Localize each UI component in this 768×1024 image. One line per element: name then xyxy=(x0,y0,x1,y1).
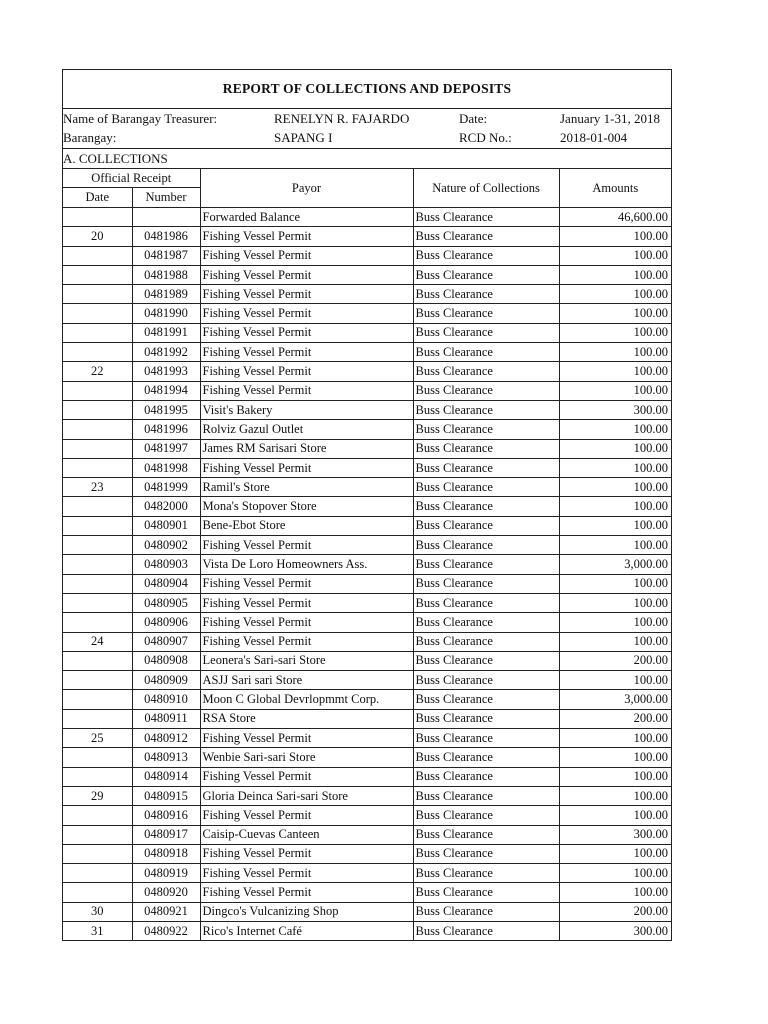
cell-amount: 100.00 xyxy=(559,304,671,323)
cell-nature: Buss Clearance xyxy=(413,555,559,574)
cell-nature: Buss Clearance xyxy=(413,265,559,284)
cell-nature: Buss Clearance xyxy=(413,304,559,323)
cell-date xyxy=(63,265,132,284)
cell-nature: Buss Clearance xyxy=(413,767,559,786)
table-row xyxy=(63,651,671,670)
cell-number: 0480921 xyxy=(132,902,200,921)
cell-number: 0480905 xyxy=(132,593,200,612)
amounts-header: Amounts xyxy=(559,169,671,208)
cell-amount: 100.00 xyxy=(559,246,671,265)
table-row xyxy=(63,864,671,883)
cell-payor: Fishing Vessel Permit xyxy=(200,574,413,593)
cell-amount: 3,000.00 xyxy=(559,555,671,574)
cell-number: 0481986 xyxy=(132,227,200,246)
table-row xyxy=(63,574,671,593)
cell-nature: Buss Clearance xyxy=(413,285,559,304)
cell-number: 0481993 xyxy=(132,362,200,381)
table-row xyxy=(63,767,671,786)
table-row xyxy=(63,593,671,612)
cell-date xyxy=(63,420,132,439)
table-row xyxy=(63,497,671,516)
cell-payor: ASJJ Sari sari Store xyxy=(200,671,413,690)
table-row xyxy=(63,902,671,921)
cell-amount: 300.00 xyxy=(559,400,671,419)
cell-payor: Fishing Vessel Permit xyxy=(200,265,413,284)
cell-number: 0480916 xyxy=(132,806,200,825)
cell-amount: 100.00 xyxy=(559,478,671,497)
cell-nature: Buss Clearance xyxy=(413,343,559,362)
table-row xyxy=(63,362,671,381)
report-title: REPORT OF COLLECTIONS AND DEPOSITS xyxy=(63,70,671,109)
cell-payor: Gloria Deinca Sari-sari Store xyxy=(200,786,413,805)
table-row xyxy=(63,265,671,284)
cell-number: 0480922 xyxy=(132,921,200,940)
cell-nature: Buss Clearance xyxy=(413,478,559,497)
cell-date xyxy=(63,304,132,323)
table-row xyxy=(63,246,671,265)
cell-nature: Buss Clearance xyxy=(413,246,559,265)
cell-amount: 100.00 xyxy=(559,593,671,612)
cell-number: 0480920 xyxy=(132,883,200,902)
cell-date xyxy=(63,458,132,477)
cell-payor: Fishing Vessel Permit xyxy=(200,632,413,651)
cell-payor: Fishing Vessel Permit xyxy=(200,613,413,632)
cell-nature: Buss Clearance xyxy=(413,632,559,651)
cell-amount: 100.00 xyxy=(559,265,671,284)
cell-date xyxy=(63,343,132,362)
table-row xyxy=(63,381,671,400)
cell-number: 0480904 xyxy=(132,574,200,593)
cell-date xyxy=(63,246,132,265)
table-row xyxy=(63,709,671,728)
cell-amount: 100.00 xyxy=(559,536,671,555)
table-row xyxy=(63,343,671,362)
cell-nature: Buss Clearance xyxy=(413,381,559,400)
cell-date: 25 xyxy=(63,729,132,748)
cell-date xyxy=(63,709,132,728)
cell-date xyxy=(63,285,132,304)
cell-number: 0480908 xyxy=(132,651,200,670)
cell-amount: 3,000.00 xyxy=(559,690,671,709)
cell-nature: Buss Clearance xyxy=(413,825,559,844)
cell-payor: Fishing Vessel Permit xyxy=(200,767,413,786)
cell-payor: Forwarded Balance xyxy=(200,208,413,227)
cell-payor: Fishing Vessel Permit xyxy=(200,883,413,902)
table-row xyxy=(63,883,671,902)
payor-header: Payor xyxy=(200,169,413,208)
cell-payor: Fishing Vessel Permit xyxy=(200,343,413,362)
cell-date xyxy=(63,439,132,458)
table-row xyxy=(63,536,671,555)
cell-amount: 100.00 xyxy=(559,883,671,902)
official-receipt-header: Official Receipt xyxy=(63,169,200,188)
cell-date xyxy=(63,400,132,419)
cell-number: 0480907 xyxy=(132,632,200,651)
cell-number: 0480914 xyxy=(132,767,200,786)
cell-amount: 100.00 xyxy=(559,864,671,883)
cell-amount: 100.00 xyxy=(559,806,671,825)
cell-nature: Buss Clearance xyxy=(413,227,559,246)
cell-number: 0480906 xyxy=(132,613,200,632)
treasurer-name: RENELYN R. FAJARDO xyxy=(274,110,410,126)
cell-amount: 100.00 xyxy=(559,439,671,458)
cell-amount: 100.00 xyxy=(559,574,671,593)
table-row xyxy=(63,844,671,863)
cell-date xyxy=(63,574,132,593)
cell-number: 0480901 xyxy=(132,516,200,535)
cell-date xyxy=(63,767,132,786)
cell-nature: Buss Clearance xyxy=(413,593,559,612)
cell-nature: Buss Clearance xyxy=(413,786,559,805)
cell-amount: 100.00 xyxy=(559,343,671,362)
cell-number: 0481988 xyxy=(132,265,200,284)
table-row xyxy=(63,825,671,844)
cell-payor: RSA Store xyxy=(200,709,413,728)
cell-amount: 100.00 xyxy=(559,767,671,786)
cell-number: 0481994 xyxy=(132,381,200,400)
cell-payor: Vista De Loro Homeowners Ass. xyxy=(200,555,413,574)
treasurer-label: Name of Barangay Treasurer: xyxy=(63,110,218,126)
cell-payor: Rolviz Gazul Outlet xyxy=(200,420,413,439)
cell-payor: Leonera's Sari-sari Store xyxy=(200,651,413,670)
cell-date xyxy=(63,208,132,227)
cell-amount: 46,600.00 xyxy=(559,208,671,227)
cell-nature: Buss Clearance xyxy=(413,883,559,902)
nature-header: Nature of Collections xyxy=(413,169,559,208)
cell-date xyxy=(63,864,132,883)
report-sheet xyxy=(62,69,672,941)
cell-nature: Buss Clearance xyxy=(413,439,559,458)
barangay-row xyxy=(63,129,671,150)
cell-nature: Buss Clearance xyxy=(413,497,559,516)
cell-amount: 100.00 xyxy=(559,516,671,535)
cell-date xyxy=(63,381,132,400)
table-row xyxy=(63,690,671,709)
cell-amount: 200.00 xyxy=(559,709,671,728)
table-row xyxy=(63,748,671,767)
cell-amount: 100.00 xyxy=(559,227,671,246)
cell-payor: Fishing Vessel Permit xyxy=(200,362,413,381)
cell-payor: Fishing Vessel Permit xyxy=(200,458,413,477)
table-row xyxy=(63,478,671,497)
cell-date: 24 xyxy=(63,632,132,651)
cell-payor: Fishing Vessel Permit xyxy=(200,304,413,323)
barangay-name: SAPANG I xyxy=(274,130,333,146)
cell-number: 0480913 xyxy=(132,748,200,767)
cell-number: 0480910 xyxy=(132,690,200,709)
cell-nature: Buss Clearance xyxy=(413,902,559,921)
cell-number: 0480909 xyxy=(132,671,200,690)
table-row xyxy=(63,400,671,419)
cell-amount: 100.00 xyxy=(559,497,671,516)
cell-date: 22 xyxy=(63,362,132,381)
cell-date xyxy=(63,825,132,844)
cell-nature: Buss Clearance xyxy=(413,690,559,709)
table-row xyxy=(63,555,671,574)
cell-amount: 100.00 xyxy=(559,729,671,748)
cell-payor: Fishing Vessel Permit xyxy=(200,381,413,400)
cell-date xyxy=(63,651,132,670)
cell-date xyxy=(63,806,132,825)
cell-payor: Bene-Ebot Store xyxy=(200,516,413,535)
cell-date xyxy=(63,671,132,690)
cell-payor: James RM Sarisari Store xyxy=(200,439,413,458)
cell-payor: Wenbie Sari-sari Store xyxy=(200,748,413,767)
cell-nature: Buss Clearance xyxy=(413,516,559,535)
cell-amount: 300.00 xyxy=(559,825,671,844)
cell-number: 0481990 xyxy=(132,304,200,323)
table-row xyxy=(63,671,671,690)
cell-date: 29 xyxy=(63,786,132,805)
date-header: Date xyxy=(63,188,132,208)
rcd-value: 2018-01-004 xyxy=(560,130,628,146)
cell-date xyxy=(63,555,132,574)
table-row xyxy=(63,786,671,805)
rcd-label: RCD No.: xyxy=(459,130,512,146)
cell-nature: Buss Clearance xyxy=(413,458,559,477)
cell-number: 0481991 xyxy=(132,323,200,342)
cell-payor: Fishing Vessel Permit xyxy=(200,729,413,748)
number-header: Number xyxy=(132,188,200,208)
table-row xyxy=(63,729,671,748)
cell-payor: Fishing Vessel Permit xyxy=(200,593,413,612)
cell-date xyxy=(63,323,132,342)
cell-amount: 100.00 xyxy=(559,362,671,381)
cell-amount: 100.00 xyxy=(559,458,671,477)
cell-payor: Fishing Vessel Permit xyxy=(200,285,413,304)
cell-date: 31 xyxy=(63,921,132,940)
cell-number: 0480915 xyxy=(132,786,200,805)
treasurer-row xyxy=(63,109,671,129)
cell-amount: 200.00 xyxy=(559,902,671,921)
cell-payor: Fishing Vessel Permit xyxy=(200,864,413,883)
cell-amount: 200.00 xyxy=(559,651,671,670)
cell-amount: 100.00 xyxy=(559,420,671,439)
cell-number: 0481997 xyxy=(132,439,200,458)
cell-nature: Buss Clearance xyxy=(413,671,559,690)
cell-amount: 100.00 xyxy=(559,786,671,805)
cell-number: 0481995 xyxy=(132,400,200,419)
cell-payor: Fishing Vessel Permit xyxy=(200,536,413,555)
cell-date: 30 xyxy=(63,902,132,921)
table-row xyxy=(63,323,671,342)
cell-payor: Moon C Global Devrlopmmt Corp. xyxy=(200,690,413,709)
cell-number: 0481987 xyxy=(132,246,200,265)
date-label: Date: xyxy=(459,110,488,126)
cell-nature: Buss Clearance xyxy=(413,362,559,381)
table-row xyxy=(63,439,671,458)
cell-amount: 100.00 xyxy=(559,323,671,342)
cell-payor: Caisip-Cuevas Canteen xyxy=(200,825,413,844)
table-header-row xyxy=(63,169,671,188)
cell-date xyxy=(63,844,132,863)
table-row xyxy=(63,208,671,227)
date-value: January 1-31, 2018 xyxy=(560,110,661,126)
cell-payor: Fishing Vessel Permit xyxy=(200,844,413,863)
cell-amount: 100.00 xyxy=(559,844,671,863)
cell-amount: 300.00 xyxy=(559,921,671,940)
cell-amount: 100.00 xyxy=(559,671,671,690)
cell-date xyxy=(63,497,132,516)
cell-payor: Fishing Vessel Permit xyxy=(200,246,413,265)
table-row xyxy=(63,632,671,651)
cell-date: 20 xyxy=(63,227,132,246)
cell-number: 0480912 xyxy=(132,729,200,748)
cell-nature: Buss Clearance xyxy=(413,864,559,883)
cell-date xyxy=(63,883,132,902)
cell-date xyxy=(63,536,132,555)
cell-payor: Dingco's Vulcanizing Shop xyxy=(200,902,413,921)
cell-nature: Buss Clearance xyxy=(413,323,559,342)
cell-date xyxy=(63,593,132,612)
cell-number: 0481989 xyxy=(132,285,200,304)
cell-payor: Fishing Vessel Permit xyxy=(200,227,413,246)
table-row xyxy=(63,921,671,940)
cell-number: 0480911 xyxy=(132,709,200,728)
cell-nature: Buss Clearance xyxy=(413,420,559,439)
table-body xyxy=(63,208,671,941)
cell-nature: Buss Clearance xyxy=(413,709,559,728)
table-row xyxy=(63,806,671,825)
cell-number: 0481992 xyxy=(132,343,200,362)
cell-number: 0482000 xyxy=(132,497,200,516)
cell-nature: Buss Clearance xyxy=(413,536,559,555)
cell-amount: 100.00 xyxy=(559,613,671,632)
cell-nature: Buss Clearance xyxy=(413,806,559,825)
cell-nature: Buss Clearance xyxy=(413,208,559,227)
cell-date xyxy=(63,516,132,535)
cell-nature: Buss Clearance xyxy=(413,613,559,632)
cell-payor: Rico's Internet Café xyxy=(200,921,413,940)
cell-date xyxy=(63,748,132,767)
cell-payor: Ramil's Store xyxy=(200,478,413,497)
cell-nature: Buss Clearance xyxy=(413,844,559,863)
cell-date: 23 xyxy=(63,478,132,497)
table-row xyxy=(63,420,671,439)
cell-nature: Buss Clearance xyxy=(413,748,559,767)
table-row xyxy=(63,304,671,323)
cell-number: 0480917 xyxy=(132,825,200,844)
cell-number: 0481999 xyxy=(132,478,200,497)
cell-amount: 100.00 xyxy=(559,381,671,400)
cell-payor: Fishing Vessel Permit xyxy=(200,806,413,825)
cell-nature: Buss Clearance xyxy=(413,574,559,593)
cell-number: 0481998 xyxy=(132,458,200,477)
cell-nature: Buss Clearance xyxy=(413,729,559,748)
cell-nature: Buss Clearance xyxy=(413,400,559,419)
cell-amount: 100.00 xyxy=(559,748,671,767)
table-row xyxy=(63,516,671,535)
cell-payor: Visit's Bakery xyxy=(200,400,413,419)
cell-number: 0480902 xyxy=(132,536,200,555)
cell-nature: Buss Clearance xyxy=(413,651,559,670)
cell-date xyxy=(63,613,132,632)
cell-payor: Mona's Stopover Store xyxy=(200,497,413,516)
cell-number: 0480903 xyxy=(132,555,200,574)
cell-number xyxy=(132,208,200,227)
cell-amount: 100.00 xyxy=(559,632,671,651)
cell-payor: Fishing Vessel Permit xyxy=(200,323,413,342)
cell-amount: 100.00 xyxy=(559,285,671,304)
table-row xyxy=(63,458,671,477)
table-row xyxy=(63,285,671,304)
barangay-label: Barangay: xyxy=(63,130,117,146)
cell-number: 0481996 xyxy=(132,420,200,439)
cell-number: 0480918 xyxy=(132,844,200,863)
cell-date xyxy=(63,690,132,709)
cell-nature: Buss Clearance xyxy=(413,921,559,940)
cell-number: 0480919 xyxy=(132,864,200,883)
section-title: A. COLLECTIONS xyxy=(63,149,671,169)
collections-table xyxy=(63,169,671,941)
table-row xyxy=(63,227,671,246)
table-row xyxy=(63,613,671,632)
